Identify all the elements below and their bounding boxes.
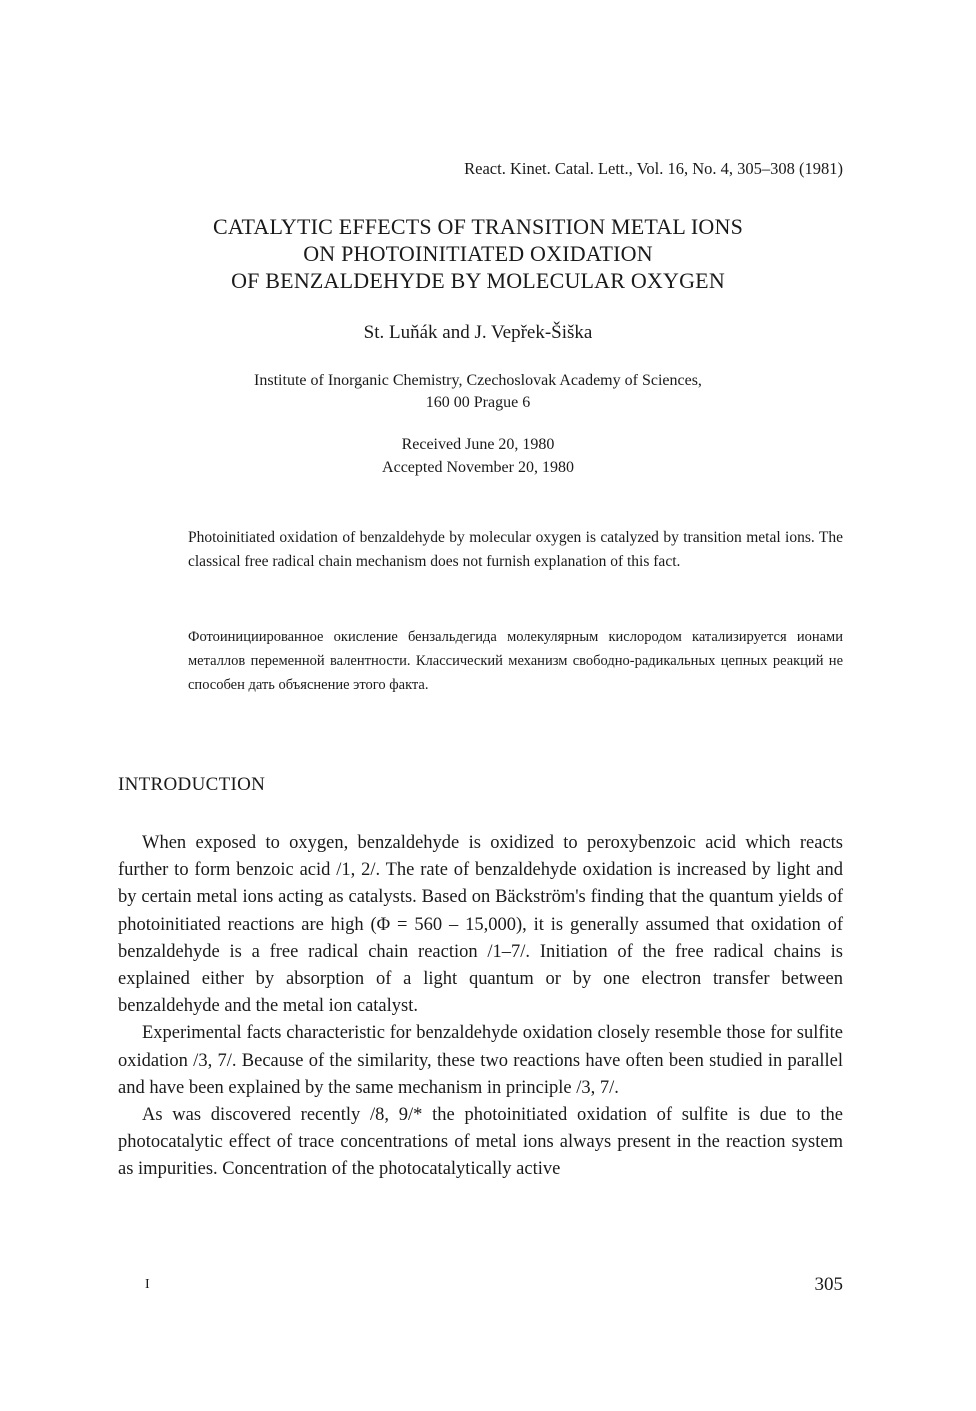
accepted-date: Accepted November 20, 1980	[382, 459, 574, 476]
affiliation	[118, 370, 838, 414]
abstract-russian: Фотоинициированное окисление бензальдегида молекулярным кислородом катализируется ионами металлов переменной валентности. Классический механизм свободно-радикальных цепных реакций не способен дать объяснение этого факта.	[188, 629, 843, 693]
journal-citation: React. Kinet. Catal. Lett., Vol. 16, No. 4, 305–308 (1981)	[464, 159, 843, 178]
affiliation-city: 160 00 Prague 6	[425, 394, 531, 411]
section-heading-introduction: INTRODUCTION	[118, 774, 266, 795]
title-line-1: CATALYTIC EFFECTS OF TRANSITION METAL IONS	[212, 214, 744, 239]
paragraph: As was discovered recently /8, 9/* the photoinitiated oxidation of sulfite is due to the photocatalytic effect of trace concentrations of metal ions always present in the reaction system as impurities. Concentration of the photocatalytically active	[118, 1105, 843, 1180]
author-list: St. Luňák and J. Vepřek-Šiška	[363, 322, 593, 343]
title-line-3: OF BENZALDEHYDE BY MOLECULAR OXYGEN	[231, 268, 725, 293]
paragraph: When exposed to oxygen, benzaldehyde is oxidized to peroxybenzoic acid which reacts further to form benzoic acid /1, 2/. The rate of benzaldehyde oxidation is increased by light and by certain metal ions acting as catalysts. Based on Bäckström's finding that the quantum yields of photoinitiated reactions are high (Φ = 560 – 15,000), it is generally assumed that oxidation of benzaldehyde is a free radical chain reaction /1–7/. Initiation of the free radical chains is explained either by absorption of a light quantum or by one electron transfer between benzaldehyde and the metal ion catalyst.	[118, 833, 843, 1017]
article-title	[118, 213, 838, 294]
introduction-body	[118, 830, 843, 1184]
received-date: Received June 20, 1980	[401, 436, 555, 453]
affiliation-institute: Institute of Inorganic Chemistry, Czechoslovak Academy of Sciences,	[254, 372, 702, 389]
abstract-english: Photoinitiated oxidation of benzaldehyde by molecular oxygen is catalyzed by transition metal ions. The classical free radical chain mechanism does not furnish explanation of this fact.	[188, 529, 843, 570]
submission-dates	[118, 433, 838, 479]
paragraph: Experimental facts characteristic for benzaldehyde oxidation closely resemble those for sulfite oxidation /3, 7/. Because of the similarity, these two reactions have often been studied in parallel and have been explained by the same mechanism in principle /3, 7/.	[118, 1023, 843, 1098]
page-number: 305	[814, 1274, 843, 1295]
signature-mark: I	[145, 1277, 150, 1292]
title-line-2: ON PHOTOINITIATED OXIDATION	[303, 241, 653, 266]
